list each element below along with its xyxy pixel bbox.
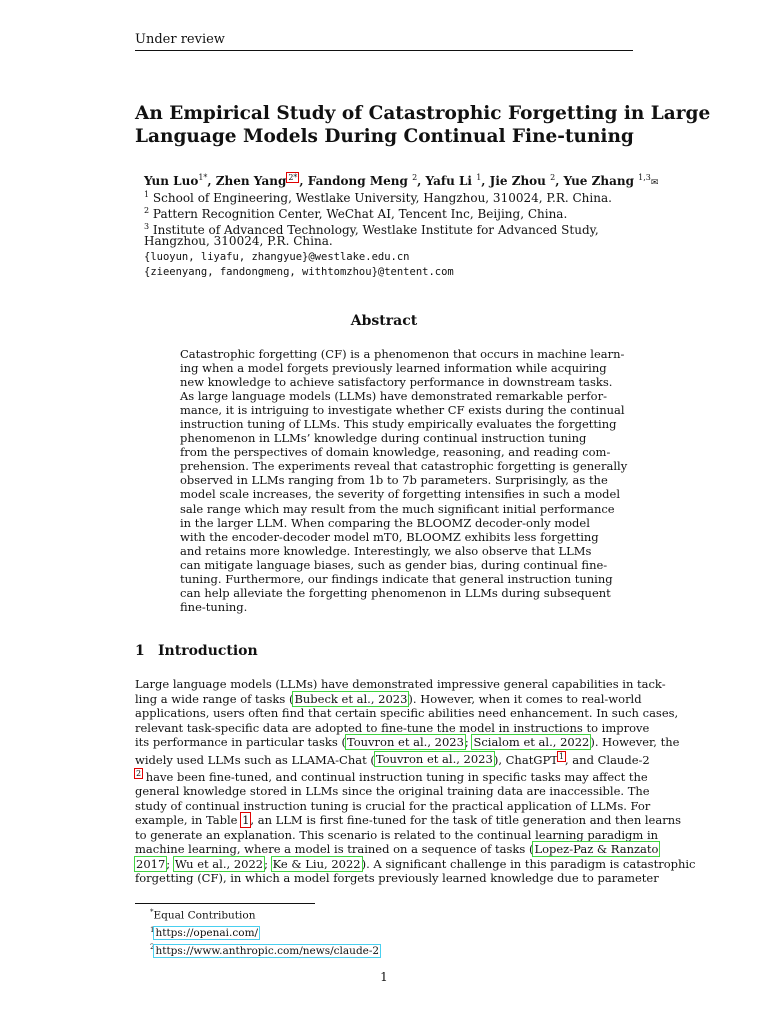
affil-mark: 2 — [144, 206, 150, 215]
author-name: Yue Zhang — [563, 174, 634, 188]
header-rule — [135, 50, 633, 51]
author-affil-mark: 2 — [550, 173, 556, 182]
intro-line: ling a wide range of tasks (Bubeck et al., 2023). However, when it comes to real-world — [135, 691, 642, 706]
intro-line: study of continual instruction tuning is crucial for the practical application of LLMs. For — [135, 798, 651, 813]
abstract-line: phenomenon in LLMs’ knowledge during continual instruction tuning — [180, 431, 587, 446]
intro-line: Large language models (LLMs) have demonstrated impressive general capabilities in tack- — [135, 677, 666, 691]
footnote-ref[interactable]: 1 — [558, 751, 564, 761]
abstract-line: Catastrophic forgetting (CF) is a phenomenon that occurs in machine learn- — [180, 347, 625, 361]
page-number: 1 — [380, 970, 388, 984]
affiliation-line — [144, 234, 624, 249]
email-line: {luoyun, liyafu, zhangyue}@westlake.edu.cn — [144, 251, 410, 263]
intro-line: 2017; Wu et al., 2022; Ke & Liu, 2022). A significant challenge in this paradigm is catastrophic — [136, 856, 696, 871]
citation-link[interactable]: Ke & Liu, 2022 — [272, 856, 361, 871]
citation-link[interactable]: Scialom et al., 2022 — [473, 735, 590, 749]
abstract-line: from the perspectives of domain knowledge, reasoning, and reading com- — [180, 445, 611, 460]
intro-line: its performance in particular tasks (Touvron et al., 2023; Scialom et al., 2022). However, the — [135, 735, 680, 749]
intro-line: machine learning, where a model is trained on a sequence of tasks (Lopez-Paz & Ranzato — [135, 842, 659, 857]
abstract-line: sale range which may result from the much significant initial performance — [180, 501, 615, 516]
abstract-line: observed in LLMs ranging from 1b to 7b parameters. Surprisingly, as the — [180, 473, 608, 488]
envelope-icon: ✉ — [650, 178, 659, 188]
abstract-line: in the larger LLM. When comparing the BLOOMZ decoder-only model — [180, 515, 590, 530]
url-link[interactable]: https://www.anthropic.com/news/claude-2 — [155, 944, 380, 957]
footnote-ref[interactable]: 2 — [136, 768, 142, 778]
author-affil-mark: 2 — [412, 173, 418, 182]
abstract-line: prehension. The experiments reveal that catastrophic forgetting is generally — [180, 459, 628, 474]
abstract-heading: Abstract — [350, 313, 418, 329]
intro-line: example, in Table 1, an LLM is first fine-tuned for the task of title generation and then learns — [135, 813, 682, 828]
author-affil-mark: 1,3 — [638, 173, 651, 182]
affil-text: School of Engineering, Westlake University, Hangzhou, 310024, P.R. China. — [152, 191, 612, 205]
author-name: Fandong Meng — [307, 174, 408, 188]
intro-line: to generate an explanation. This scenario is related to the continual learning paradigm in — [135, 827, 659, 842]
footnote-equal: *Equal Contribution — [150, 908, 256, 922]
intro-line: general knowledge stored in LLMs since the original training data are inaccessible. The — [135, 784, 650, 799]
introduction-body — [135, 677, 696, 886]
section-number: 1 — [135, 643, 145, 659]
author-name: Jie Zhou — [489, 174, 546, 188]
intro-line: forgetting (CF), in which a model forgets previously learned knowledge due to parameter — [135, 871, 659, 886]
author-name: Zhen Yang — [215, 174, 287, 188]
footnote-2: $^2$https://www.anthropic.com/news/claude-2 — [150, 943, 380, 957]
author-affil-mark: 1 — [476, 173, 482, 182]
section-title: Introduction — [158, 643, 258, 659]
title-line: Language Models During Continual Fine-tuning — [135, 126, 634, 147]
affil-text: Pattern Recognition Center, WeChat AI, Tencent Inc, Beijing, China. — [152, 207, 568, 221]
affil-text: Hangzhou, 310024, P.R. China. — [144, 234, 333, 248]
table-ref-link[interactable]: 1 — [242, 813, 250, 828]
abstract-body — [180, 347, 628, 614]
affil-mark: 3 — [144, 222, 150, 231]
affil-mark: 1 — [144, 190, 150, 199]
url-link[interactable]: https://openai.com/ — [155, 927, 259, 939]
intro-line: $^2$ have been fine-tuned, and continual instruction tuning in specific tasks may affect the — [136, 768, 648, 784]
citation-link[interactable]: Touvron et al., 2023 — [375, 752, 493, 767]
abstract-line: mance, it is intriguing to investigate whether CF exists during the continual — [180, 403, 625, 418]
abstract-line: can mitigate language biases, such as gender bias, during continual fine- — [180, 557, 608, 572]
author-name: Yun Luo — [144, 174, 199, 188]
citation-link[interactable]: 2017 — [136, 856, 166, 871]
author-affil-mark[interactable]: 2* — [288, 173, 298, 182]
abstract-line: tuning. Furthermore, our findings indicate that general instruction tuning — [180, 571, 613, 586]
abstract-line: and retains more knowledge. Interestingly, we also observe that LLMs — [180, 543, 592, 558]
section-heading — [135, 643, 258, 659]
citation-link[interactable]: Bubeck et al., 2023 — [294, 691, 408, 706]
abstract-line: fine-tuning. — [180, 599, 248, 614]
footnote-rule — [135, 903, 315, 904]
affil-text: Institute of Advanced Technology, Westlake Institute for Advanced Study, — [152, 223, 599, 237]
running-head: Under review — [135, 32, 225, 47]
abstract-line: new knowledge to achieve satisfactory performance in downstream tasks. — [180, 375, 613, 390]
author-name: Yafu Li — [425, 174, 472, 188]
footnotes — [150, 905, 380, 958]
intro-line: applications, users often find that certain specific abilities need enhancement. In such cases, — [135, 706, 679, 720]
author-affil-mark: 1* — [198, 173, 208, 182]
abstract-line: can help alleviate the forgetting phenomenon in LLMs during subsequent — [180, 585, 611, 600]
author-list: Yun Luo$^{1*}$, Zhen Yang $^{2*}$ , Fandong Meng $^2$, Yafu Li $^1$, Jie Zhou $^2$, Yue Zhang $^{1,3}$✉ — [144, 173, 659, 188]
citation-link[interactable]: Wu et al., 2022 — [174, 856, 264, 871]
email-line: {zieenyang, fandongmeng, withtomzhou}@tentent.com — [144, 266, 454, 278]
citation-link[interactable]: Lopez-Paz & Ranzato — [534, 842, 659, 857]
title-line: An Empirical Study of Catastrophic Forgetting in Large — [135, 103, 711, 124]
footnote-1: $^1$https://openai.com/ — [150, 925, 259, 939]
abstract-line: model scale increases, the severity of forgetting intensifies in such a model — [180, 487, 621, 502]
intro-line: widely used LLMs such as LLAMA-Chat (Touvron et al., 2023), ChatGPT$^1$, and Claude-2 — [135, 751, 650, 767]
abstract-line: ing when a model forgets previously learned information while acquiring — [180, 361, 607, 376]
abstract-line: instruction tuning of LLMs. This study empirically evaluates the forgetting — [180, 417, 617, 432]
abstract-line: with the encoder-decoder model mT0, BLOOMZ exhibits less forgetting — [180, 529, 599, 544]
citation-link[interactable]: Touvron et al., 2023 — [346, 735, 464, 749]
abstract-line: As large language models (LLMs) have demonstrated remarkable perfor- — [180, 389, 607, 404]
intro-line: relevant task-specific data are adopted to fine-tune the model in instructions to improve — [135, 720, 650, 735]
paper-title — [135, 102, 711, 148]
